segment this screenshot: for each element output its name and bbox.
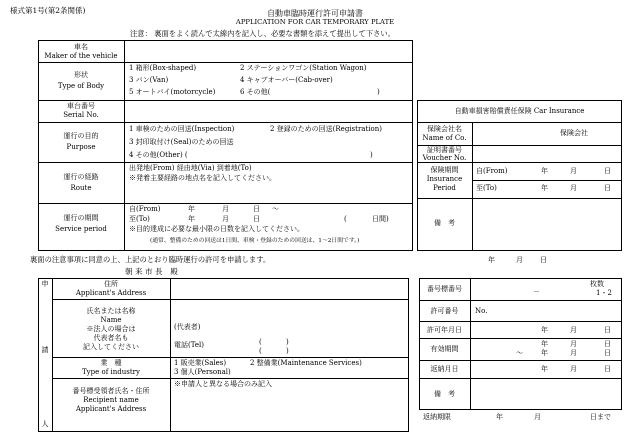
ins-voucher-en: Voucher No. (422, 154, 467, 162)
address-label-en: Applicant's Address (75, 289, 147, 297)
route-label-en: Route (70, 184, 92, 192)
sheets-label: 枚数 (590, 280, 604, 288)
sheets-value[interactable]: 1・2 (596, 289, 612, 297)
recipient-note: ※申請人と異なる場合のみ記入 (174, 380, 272, 388)
body-label-en: Type of Body (57, 82, 105, 90)
name-label-en: Name (100, 316, 122, 324)
ins-period-en2: Period (433, 184, 456, 192)
period-days-open: ( (344, 215, 347, 223)
ins-to-day[interactable]: 日 (604, 184, 611, 192)
permit-no-prefix[interactable]: No. (475, 307, 488, 315)
period-to-label: 至(To) (129, 215, 150, 223)
recipient-label-en2: Applicant's Address (75, 405, 147, 413)
name-field[interactable] (172, 301, 406, 321)
ins-remarks-field[interactable] (474, 200, 620, 249)
recipient-label-en1: Recipient name (83, 396, 139, 404)
return-date-month[interactable]: 月 (570, 365, 577, 373)
recipient-label-ja: 番号標受領者氏名・住所 (72, 387, 150, 395)
body-option-6-close: ) (377, 88, 380, 96)
ins-company-en: Name of Co. (422, 134, 467, 142)
tel-paren-close: ) (286, 338, 289, 346)
period-to-month[interactable]: 月 (222, 215, 229, 223)
ins-period-en1: Insurance (426, 175, 463, 183)
ins-to-year[interactable]: 年 (541, 184, 548, 192)
plate-no-dash: － (533, 288, 540, 296)
period-to-year[interactable]: 年 (188, 215, 195, 223)
period-label-ja: 運行の期間 (63, 214, 99, 222)
period-days[interactable]: 日間) (372, 215, 389, 223)
permit-date-month[interactable]: 月 (570, 326, 577, 334)
ins-from-day[interactable]: 日 (604, 167, 611, 175)
period-from-month[interactable]: 月 (222, 205, 229, 213)
route-field[interactable] (126, 185, 410, 201)
body-option-3[interactable]: 3 バン(Van) (129, 76, 169, 84)
industry-option-1[interactable]: 1 販売業(Sales) (174, 359, 227, 367)
industry-label-ja: 業 種 (100, 359, 122, 367)
purpose-option-4[interactable]: 4 その他(Other) ( (129, 151, 188, 159)
ins-company-suffix[interactable]: 保険会社 (560, 129, 588, 137)
ins-company-ja: 保険会社名 (427, 125, 462, 133)
body-option-6[interactable]: 6 その他( (240, 88, 271, 96)
ins-voucher-field[interactable] (474, 148, 620, 160)
ins-to-month[interactable]: 月 (570, 184, 577, 192)
period-label-en: Service period (55, 225, 107, 233)
form-title-en: APPLICATION FOR CAR TEMPORARY PLATE (235, 18, 395, 26)
period-from-label: 自(From) (129, 205, 161, 213)
deadline-year[interactable]: 年 (496, 413, 503, 421)
purpose-option-4-close: ) (370, 151, 373, 159)
corp-note-3: 記入してください (83, 343, 139, 351)
permit-date-label: 許可年月日 (427, 326, 462, 334)
tel-paren-close-2: ) (286, 347, 289, 355)
name-label-ja: 氏名または名称 (86, 307, 136, 315)
route-label-ja: 運行の経路 (63, 173, 99, 181)
plate-no-label: 番号標番号 (427, 285, 462, 293)
ins-to-label: 至(To) (476, 184, 497, 192)
period-note-2: (通常、整備のための回送は1日間、車検・登録のための回送は、1～2日間です。) (150, 238, 360, 244)
permit-date-year[interactable]: 年 (541, 326, 548, 334)
declaration: 裏面の注意事項に同意の上、上記のとおり臨時運行の許可を申請します。 (30, 255, 271, 264)
serial-label-ja: 車台番号 (67, 102, 95, 110)
return-date-year[interactable]: 年 (541, 365, 548, 373)
ins-period-ja: 保険期間 (430, 166, 459, 174)
tel-label: 電話(Tel) (174, 341, 204, 349)
office-remarks-label: 備 考 (434, 390, 455, 398)
valid-from-day[interactable]: 日 (604, 340, 611, 348)
applicant-side-bottom: 人 (41, 420, 49, 428)
deadline-until[interactable]: 日まで (590, 413, 611, 421)
ins-from-month[interactable]: 月 (570, 167, 577, 175)
route-note: ※発着主要経路の地点名を記入してください。 (129, 174, 276, 182)
period-from-day[interactable]: 日 (253, 205, 260, 213)
maker-label-en: Maker of the vehicle (44, 52, 118, 60)
address-field[interactable] (172, 280, 406, 297)
ins-voucher-ja: 証明書番号 (427, 146, 462, 154)
purpose-option-1[interactable]: 1 車検のための回送(Inspection) (129, 125, 235, 133)
ins-from-year[interactable]: 年 (541, 167, 548, 175)
decl-month[interactable]: 月 (516, 256, 523, 264)
period-note: ※目的達成に必要な最小限の日数を記入してください。 (129, 225, 304, 233)
recipient-field[interactable] (172, 390, 406, 430)
period-to-day[interactable]: 日 (253, 215, 260, 223)
return-date-label: 返納月日 (430, 365, 459, 373)
industry-option-3[interactable]: 3 個人(Personal) (174, 368, 231, 376)
industry-option-2[interactable]: 2 整備業(Maintenance Services) (250, 359, 362, 367)
valid-from-year[interactable]: 年 (541, 340, 548, 348)
valid-to-year[interactable]: 年 (541, 349, 548, 357)
decl-year[interactable]: 年 (488, 256, 495, 264)
return-deadline-label: 返納期限 (423, 413, 451, 421)
permit-date-day[interactable]: 日 (604, 326, 611, 334)
permit-no-label: 許可番号 (430, 307, 459, 315)
period-from-year[interactable]: 年 (188, 205, 195, 213)
corp-note-2: 代表者名も (93, 334, 129, 342)
applicant-side-top: 申 (41, 280, 49, 288)
form-title-ja: 自動車臨時運行許可申請書 (267, 9, 363, 18)
valid-tilde: ～ (516, 349, 523, 357)
body-option-5[interactable]: 5 オートバイ(motorcycle) (129, 88, 216, 96)
form-id: 様式第1号(第2条関係) (10, 6, 86, 15)
body-label-ja: 形状 (74, 71, 88, 79)
applicant-side-mid: 請 (41, 346, 49, 354)
tel-paren-open: ( (259, 338, 262, 346)
purpose-label-ja: 運行の目的 (63, 132, 99, 140)
office-remarks-field[interactable] (472, 380, 620, 408)
route-header: 出発地(From) 経由地(Via) 到着地(To) (129, 164, 252, 172)
instruction: 注意： 裏面をよく読んで太線内を記入し、必要な書類を添えて提出して下さい。 (130, 29, 396, 38)
maker-field[interactable] (126, 42, 410, 60)
body-option-4[interactable]: 4 キャブオーバー(Cab-over) (240, 76, 333, 84)
ins-from-label: 自(From) (476, 167, 508, 175)
address-label-ja: 住所 (104, 280, 118, 288)
purpose-label-en: Purpose (66, 143, 96, 151)
valid-from-month[interactable]: 月 (570, 340, 577, 348)
corp-note-1: ※法人の場合は (86, 325, 136, 333)
industry-label-en: Type of industry (82, 368, 140, 376)
deadline-month[interactable]: 月 (534, 413, 541, 421)
ins-remarks: 備 考 (434, 219, 455, 227)
purpose-option-2[interactable]: 2 登録のための回送(Registration) (270, 125, 382, 133)
decl-day[interactable]: 日 (540, 256, 547, 264)
period-tilde: ～ (272, 205, 279, 213)
mayor: 朝 来 市 長 殿 (125, 267, 178, 276)
representative-label: (代表者) (174, 323, 201, 331)
body-option-2[interactable]: 2 ステーションワゴン(Station Wagon) (240, 64, 367, 72)
serial-field[interactable] (126, 102, 410, 120)
valid-period-label: 有効期間 (430, 345, 459, 353)
serial-label-en: Serial No. (63, 111, 99, 119)
valid-to-month[interactable]: 月 (570, 349, 577, 357)
valid-to-day[interactable]: 日 (604, 349, 611, 357)
return-date-day[interactable]: 日 (604, 365, 611, 373)
insurance-header: 自動車損害賠償責任保険 Car Insurance (454, 107, 585, 115)
tel-paren-open-2: ( (259, 347, 262, 355)
body-option-1[interactable]: 1 箱形(Box-shaped) (129, 64, 197, 72)
purpose-option-3[interactable]: 3 封印取付け(Seal)のための回送 (129, 138, 234, 146)
maker-label-ja: 車名 (74, 43, 88, 51)
